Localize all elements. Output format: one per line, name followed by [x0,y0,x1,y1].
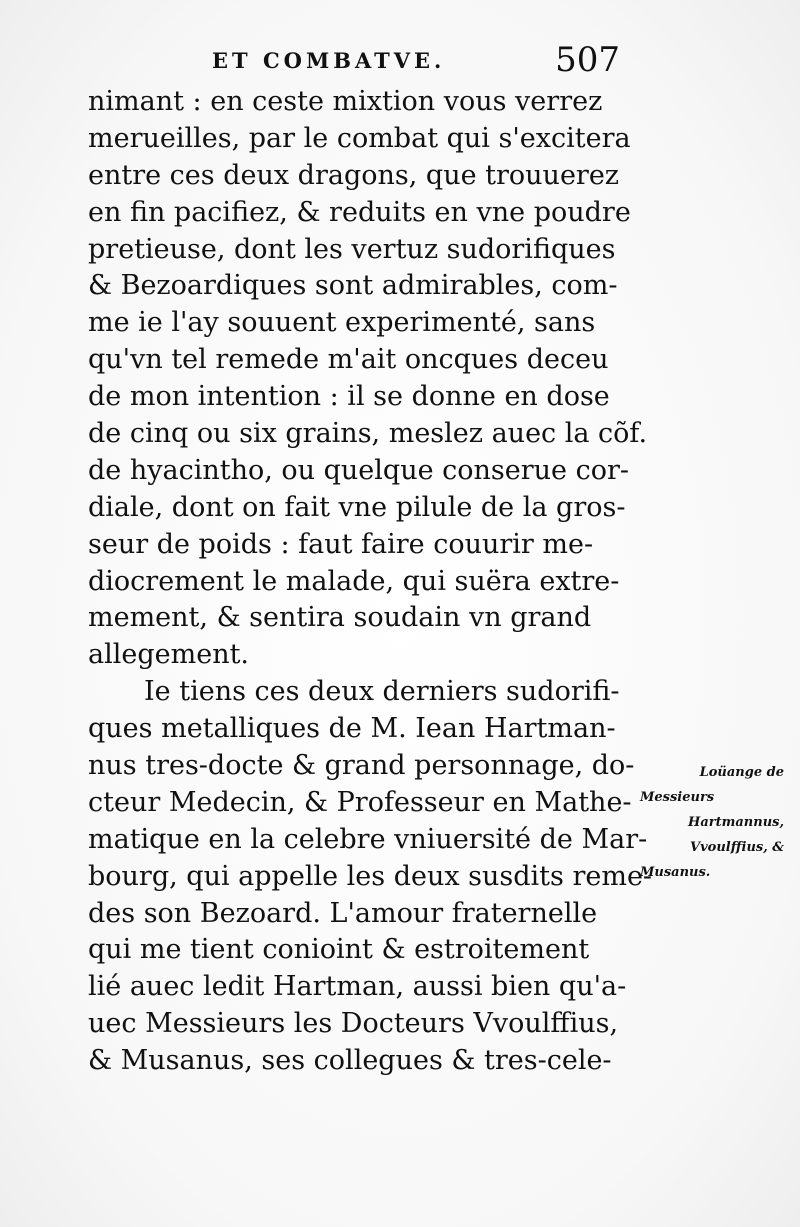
text-line: en fin pacifiez, & reduits en vne poudre [88,196,631,228]
text-line: diale, dont on fait vne pilule de la gros- [88,491,626,523]
body-text [88,84,653,1080]
text-line: merueilles, par le combat qui s'excitera [88,122,631,154]
text-line: pretieuse, dont les vertuz sudorifiques [88,233,616,265]
text-line: nimant : en ceste mixtion vous verrez [88,86,603,117]
margin-note-line: Vvoulffius, & [690,840,784,855]
text-line: qu'vn tel remede m'ait oncques deceu [88,344,609,376]
margin-note-line: Musanus. [640,865,711,880]
text-line: nus tres-docte & grand personnage, do- [88,750,635,782]
margin-note [640,760,790,885]
text-line: qui me tient conioint & estroitement [88,934,590,966]
paragraph-start-line: Ie tiens ces deux derniers sudorifi- [144,676,620,708]
running-head: ET COMBATVE. [212,48,446,73]
margin-note-line: Loüange de [699,765,784,780]
page-header [180,40,630,84]
text-line: allegement. [88,639,250,671]
margin-note-line: Messieurs [640,790,715,805]
text-line: de cinq ou six grains, meslez auec la cõf. [88,418,648,450]
text-line: matique en la celebre vniuersité de Mar- [88,823,648,855]
text-line: ques metalliques de M. Iean Hartman- [88,713,616,745]
text-line: de mon intention : il se donne en dose [88,381,610,413]
text-line: entre ces deux dragons, que trouuerez [88,159,620,191]
text-line: seur de poids : faut faire couurir me- [88,528,594,560]
text-line: cteur Medecin, & Professeur en Mathe- [88,786,632,818]
text-line: des son Bezoard. L'amour fraternelle [88,897,598,929]
text-line: uec Messieurs les Docteurs Vvoulffius, [88,1008,619,1040]
text-line: diocrement le malade, qui suëra extre- [88,565,620,597]
text-line: lié auec ledit Hartman, aussi bien qu'a- [88,971,627,1003]
text-line: de hyacintho, ou quelque conserue cor- [88,454,630,486]
margin-note-line: Hartmannus, [688,815,784,830]
text-line: me ie l'ay souuent experimenté, sans [88,307,596,339]
page-number: 507 [555,40,620,80]
text-line: & Bezoardiques sont admirables, com- [88,270,618,302]
text-line: mement, & sentira soudain vn grand [88,602,592,634]
text-line: bourg, qui appelle les deux susdits reme- [88,860,653,892]
text-line: & Musanus, ses collegues & tres-cele- [88,1045,612,1077]
